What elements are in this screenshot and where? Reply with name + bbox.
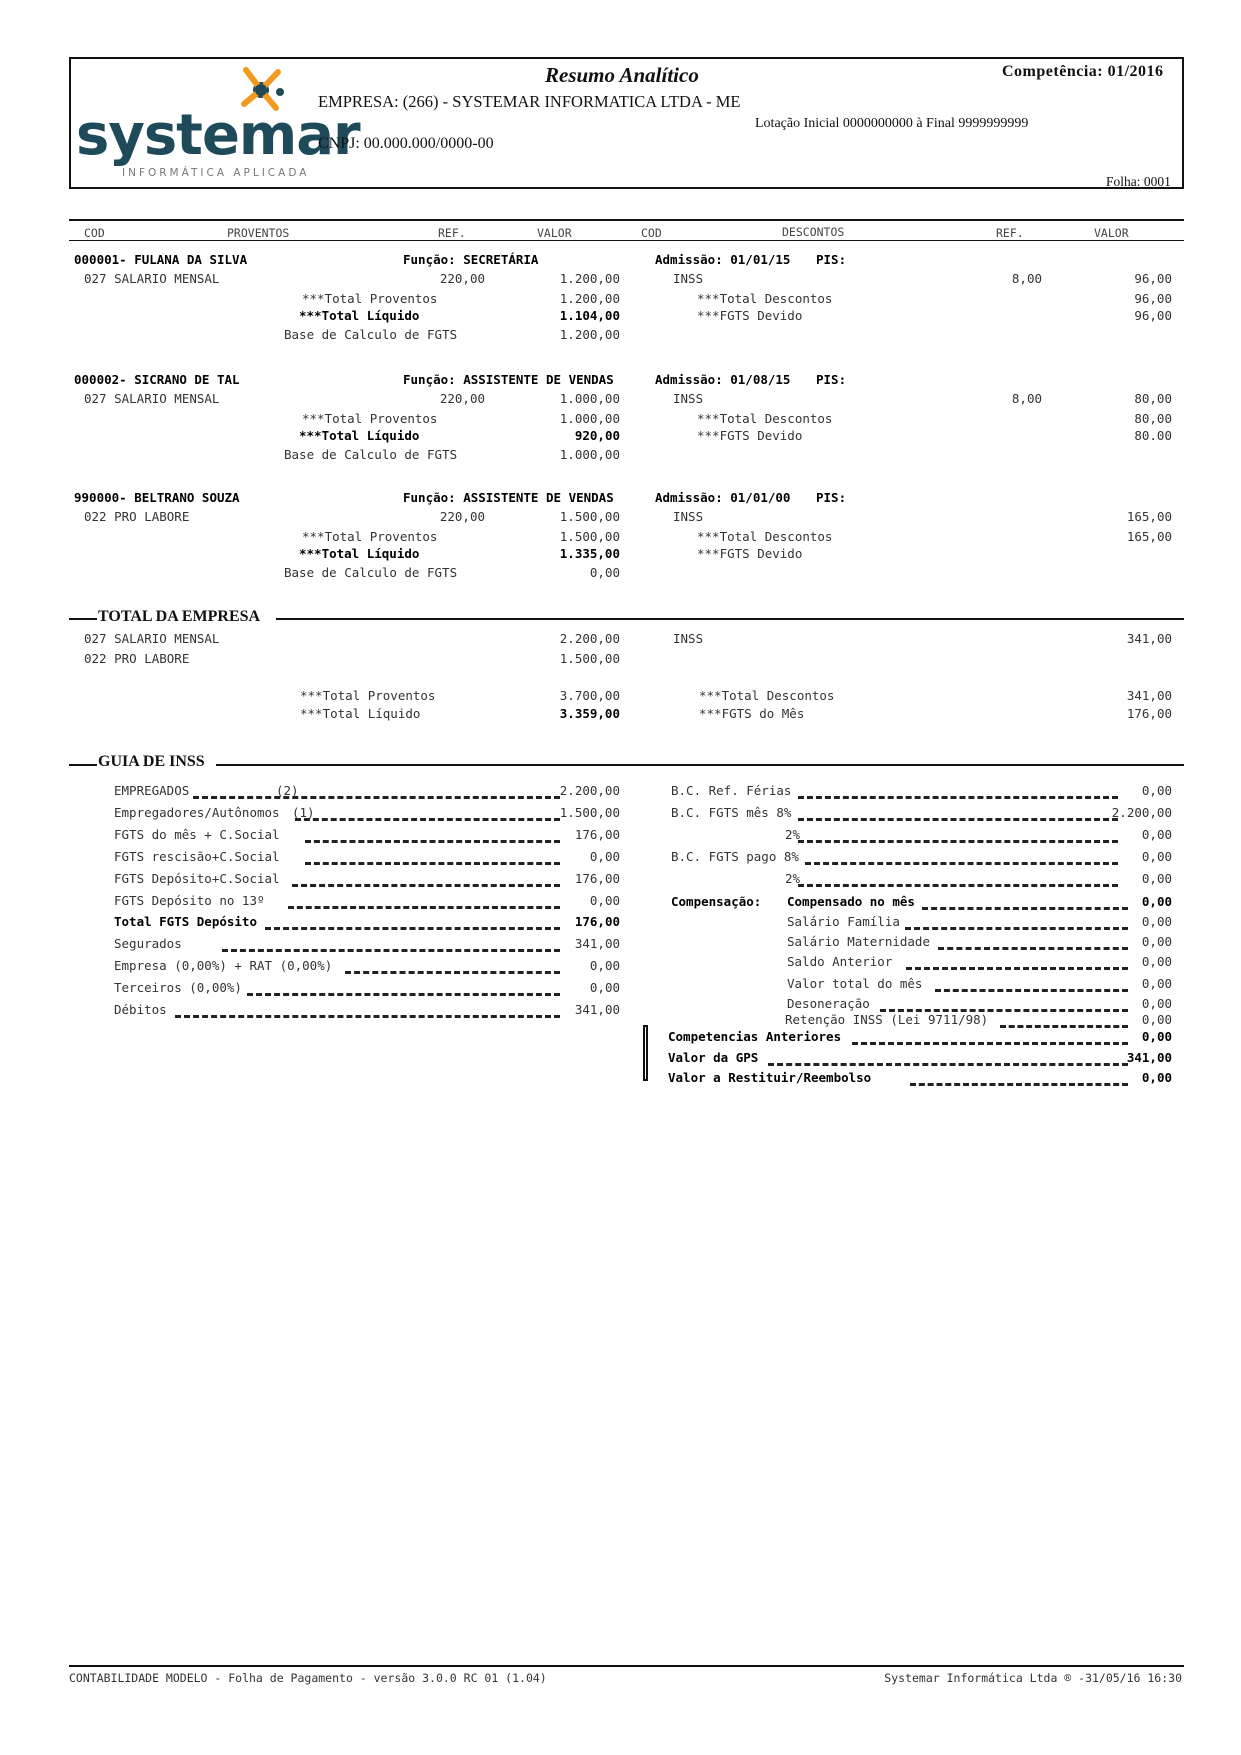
folha-number: Folha: 0001 (1106, 174, 1171, 189)
total-proventos-label: ***Total Proventos (300, 688, 436, 703)
compensacao-value: 0,00 (1141, 894, 1172, 909)
guia-left-value: 341,00 (574, 936, 620, 951)
guia-left-label: Débitos (114, 1002, 167, 1017)
empresa-line: EMPRESA: (266) - SYSTEMAR INFORMATICA LTDA - ME (318, 92, 741, 111)
compensacao-label-item: Valor total do mês (787, 976, 923, 991)
compensacao-value: 0,00 (1141, 954, 1172, 969)
provento-label: 027 SALARIO MENSAL (84, 271, 220, 286)
guia-right-label: 2% (785, 871, 801, 886)
guia-left-value: 2.200,00 (559, 783, 620, 798)
total-row1-label: 027 SALARIO MENSAL (84, 631, 220, 646)
total-row2-label: 022 PRO LABORE (84, 651, 190, 666)
fgts-devido-value: 80.00 (1134, 428, 1172, 443)
desconto-label: INSS (673, 391, 704, 406)
base-fgts-value: 0,00 (589, 565, 620, 580)
compensacao-value: 0,00 (1141, 996, 1172, 1011)
guia-right-value: 0,00 (1141, 783, 1172, 798)
guia-left-label: Empresa (0,00%) + RAT (0,00%) (114, 958, 333, 973)
gps-final-label: Valor da GPS (668, 1050, 759, 1065)
total-proventos-value: 1.000,00 (559, 411, 620, 426)
total-descontos-value: 96,00 (1134, 291, 1172, 306)
desconto-label: INSS (673, 509, 704, 524)
compensacao-value: 0,00 (1141, 1012, 1172, 1027)
employee-funcao: Função: ASSISTENTE DE VENDAS (403, 490, 614, 505)
guia-left-value: 176,00 (574, 914, 620, 929)
gps-final-value: 0,00 (1141, 1029, 1172, 1044)
employee-admissao: Admissão: 01/08/15 (655, 372, 791, 387)
col-ref-2: REF. (996, 226, 1024, 240)
employee-name: 000002- SICRANO DE TAL (74, 372, 240, 387)
desconto-ref: 8,00 (1011, 391, 1042, 406)
total-proventos-label: ***Total Proventos (302, 291, 438, 306)
total-empresa-title: TOTAL DA EMPRESA (98, 608, 261, 625)
fgts-devido-label: ***FGTS Devido (697, 308, 803, 323)
guia-right-label: B.C. Ref. Férias (671, 783, 792, 798)
guia-rule-right (216, 764, 1184, 766)
total-rule-left (69, 618, 97, 620)
total-row1-desc-valor: 341,00 (1126, 631, 1172, 646)
guia-left-value: 1.500,00 (559, 805, 620, 820)
provento-ref: 220,00 (439, 391, 485, 406)
competencia: Competência: 01/2016 (1002, 63, 1164, 80)
compensacao-value: 0,00 (1141, 934, 1172, 949)
base-fgts-value: 1.200,00 (559, 327, 620, 342)
column-header-bottom-rule (69, 240, 1184, 241)
guia-rule-left (69, 764, 97, 766)
guia-left-label: Segurados (114, 936, 182, 951)
provento-ref: 220,00 (439, 271, 485, 286)
base-fgts-label: Base de Calculo de FGTS (284, 327, 458, 342)
guia-right-value: 0,00 (1141, 827, 1172, 842)
guia-left-value: 176,00 (574, 827, 620, 842)
guia-left-label: Terceiros (0,00%) (114, 980, 242, 995)
employee-admissao: Admissão: 01/01/00 (655, 490, 791, 505)
guia-left-label: EMPREGADOS (114, 783, 190, 798)
employee-admissao: Admissão: 01/01/15 (655, 252, 791, 267)
total-rule-right (276, 618, 1184, 620)
guia-left-label: FGTS do mês + C.Social (114, 827, 280, 842)
guia-left-value: 176,00 (574, 871, 620, 886)
desconto-valor: 96,00 (1134, 271, 1172, 286)
compensacao-value: 0,00 (1141, 976, 1172, 991)
column-header-top-rule (69, 219, 1184, 221)
cnpj-line: CNPJ: 00.000.000/0000-00 (318, 135, 494, 152)
base-fgts-label: Base de Calculo de FGTS (284, 447, 458, 462)
guia-right-value: 2.200,00 (1111, 805, 1172, 820)
total-liquido-label: ***Total Líquido (299, 428, 420, 443)
col-cod-2: COD (641, 226, 662, 240)
fgts-mes-label: ***FGTS do Mês (699, 706, 805, 721)
base-fgts-label: Base de Calculo de FGTS (284, 565, 458, 580)
col-proventos: PROVENTOS (227, 226, 290, 240)
total-row2-valor: 1.500,00 (559, 651, 620, 666)
desconto-valor: 165,00 (1126, 509, 1172, 524)
compensacao-value: 0,00 (1141, 914, 1172, 929)
total-liquido-label: ***Total Líquido (299, 546, 420, 561)
provento-label: 027 SALARIO MENSAL (84, 391, 220, 406)
gps-bracket (643, 1025, 648, 1081)
gps-final-label: Competencias Anteriores (668, 1029, 842, 1044)
total-proventos-label: ***Total Proventos (302, 411, 438, 426)
guia-left-value: 341,00 (574, 1002, 620, 1017)
gps-final-value: 0,00 (1141, 1070, 1172, 1085)
guia-left-label: FGTS Depósito+C.Social (114, 871, 280, 886)
document-title: Resumo Analítico (545, 63, 699, 87)
provento-valor: 1.000,00 (559, 391, 620, 406)
provento-valor: 1.500,00 (559, 509, 620, 524)
total-descontos-label: ***Total Descontos (697, 529, 833, 544)
total-liquido-label: ***Total Líquido (300, 706, 421, 721)
footer-left: CONTABILIDADE MODELO - Folha de Pagamento - versão 3.0.0 RC 01 (1.04) (69, 1671, 547, 1685)
col-ref: REF. (438, 226, 466, 240)
total-liquido-value: 1.104,00 (559, 308, 620, 323)
total-descontos-value: 341,00 (1126, 688, 1172, 703)
base-fgts-value: 1.000,00 (559, 447, 620, 462)
total-descontos-label: ***Total Descontos (697, 291, 833, 306)
compensacao-label-item: Salário Maternidade (787, 934, 930, 949)
guia-left-value: 0,00 (589, 958, 620, 973)
desconto-ref: 8,00 (1011, 271, 1042, 286)
guia-left-label: Total FGTS Depósito (114, 914, 257, 929)
total-descontos-value: 165,00 (1126, 529, 1172, 544)
total-proventos-value: 1.200,00 (559, 291, 620, 306)
footer-right: Systemar Informática Ltda ® -31/05/16 16:30 (884, 1671, 1182, 1685)
guia-title: GUIA DE INSS (98, 753, 205, 770)
total-liquido-value: 920,00 (574, 428, 620, 443)
provento-ref: 220,00 (439, 509, 485, 524)
compensacao-label-item: Compensado no mês (787, 894, 915, 909)
guia-left-value: 0,00 (589, 893, 620, 908)
total-descontos-value: 80,00 (1134, 411, 1172, 426)
total-row1-valor: 2.200,00 (559, 631, 620, 646)
compensacao-label: Compensação: (671, 894, 762, 909)
col-valor: VALOR (537, 226, 572, 240)
guia-left-value: 0,00 (589, 849, 620, 864)
guia-right-label: 2% (785, 827, 801, 842)
total-liquido-value: 3.359,00 (559, 706, 620, 721)
guia-right-label: B.C. FGTS mês 8% (671, 805, 792, 820)
guia-right-value: 0,00 (1141, 871, 1172, 886)
guia-right-label: B.C. FGTS pago 8% (671, 849, 799, 864)
compensacao-label-item: Saldo Anterior (787, 954, 893, 969)
guia-left-extra: (2) (276, 783, 299, 798)
employee-pis: PIS: (816, 490, 847, 505)
total-descontos-label: ***Total Descontos (697, 411, 833, 426)
guia-left-label: FGTS rescisão+C.Social (114, 849, 280, 864)
lotacao-line: Lotação Inicial 0000000000 à Final 9999999999 (755, 116, 1029, 131)
logo-subtitle: INFORMÁTICA APLICADA (122, 167, 310, 179)
employee-name: 990000- BELTRANO SOUZA (74, 490, 240, 505)
total-liquido-value: 1.335,00 (559, 546, 620, 561)
provento-valor: 1.200,00 (559, 271, 620, 286)
desconto-valor: 80,00 (1134, 391, 1172, 406)
total-proventos-label: ***Total Proventos (302, 529, 438, 544)
guia-right-value: 0,00 (1141, 849, 1172, 864)
employee-funcao: Função: ASSISTENTE DE VENDAS (403, 372, 614, 387)
col-cod: COD (84, 226, 105, 240)
fgts-mes-value: 176,00 (1126, 706, 1172, 721)
gps-final-value: 341,00 (1126, 1050, 1172, 1065)
logo-text: systemar (76, 103, 360, 168)
col-descontos: DESCONTOS (782, 225, 845, 239)
fgts-devido-label: ***FGTS Devido (697, 546, 803, 561)
total-proventos-value: 3.700,00 (559, 688, 620, 703)
total-row1-desc: INSS (673, 631, 704, 646)
provento-label: 022 PRO LABORE (84, 509, 190, 524)
employee-name: 000001- FULANA DA SILVA (74, 252, 248, 267)
fgts-devido-value: 96,00 (1134, 308, 1172, 323)
guia-left-extra: (1) (292, 805, 315, 820)
total-proventos-value: 1.500,00 (559, 529, 620, 544)
fgts-devido-label: ***FGTS Devido (697, 428, 803, 443)
compensacao-label-item: Desoneração (787, 996, 870, 1011)
compensacao-label-item: Retenção INSS (Lei 9711/98) (785, 1012, 989, 1027)
guia-left-label: Empregadores/Autônomos (114, 805, 280, 820)
employee-funcao: Função: SECRETÁRIA (403, 252, 539, 267)
compensacao-label-item: Salário Família (787, 914, 900, 929)
employee-pis: PIS: (816, 372, 847, 387)
gps-final-label: Valor a Restituir/Reembolso (668, 1070, 872, 1085)
footer-rule (69, 1665, 1184, 1667)
employee-pis: PIS: (816, 252, 847, 267)
total-descontos-label: ***Total Descontos (699, 688, 835, 703)
desconto-label: INSS (673, 271, 704, 286)
total-liquido-label: ***Total Líquido (299, 308, 420, 323)
col-valor-2: VALOR (1094, 226, 1129, 240)
guia-left-label: FGTS Depósito no 13º (114, 893, 265, 908)
guia-left-value: 0,00 (589, 980, 620, 995)
